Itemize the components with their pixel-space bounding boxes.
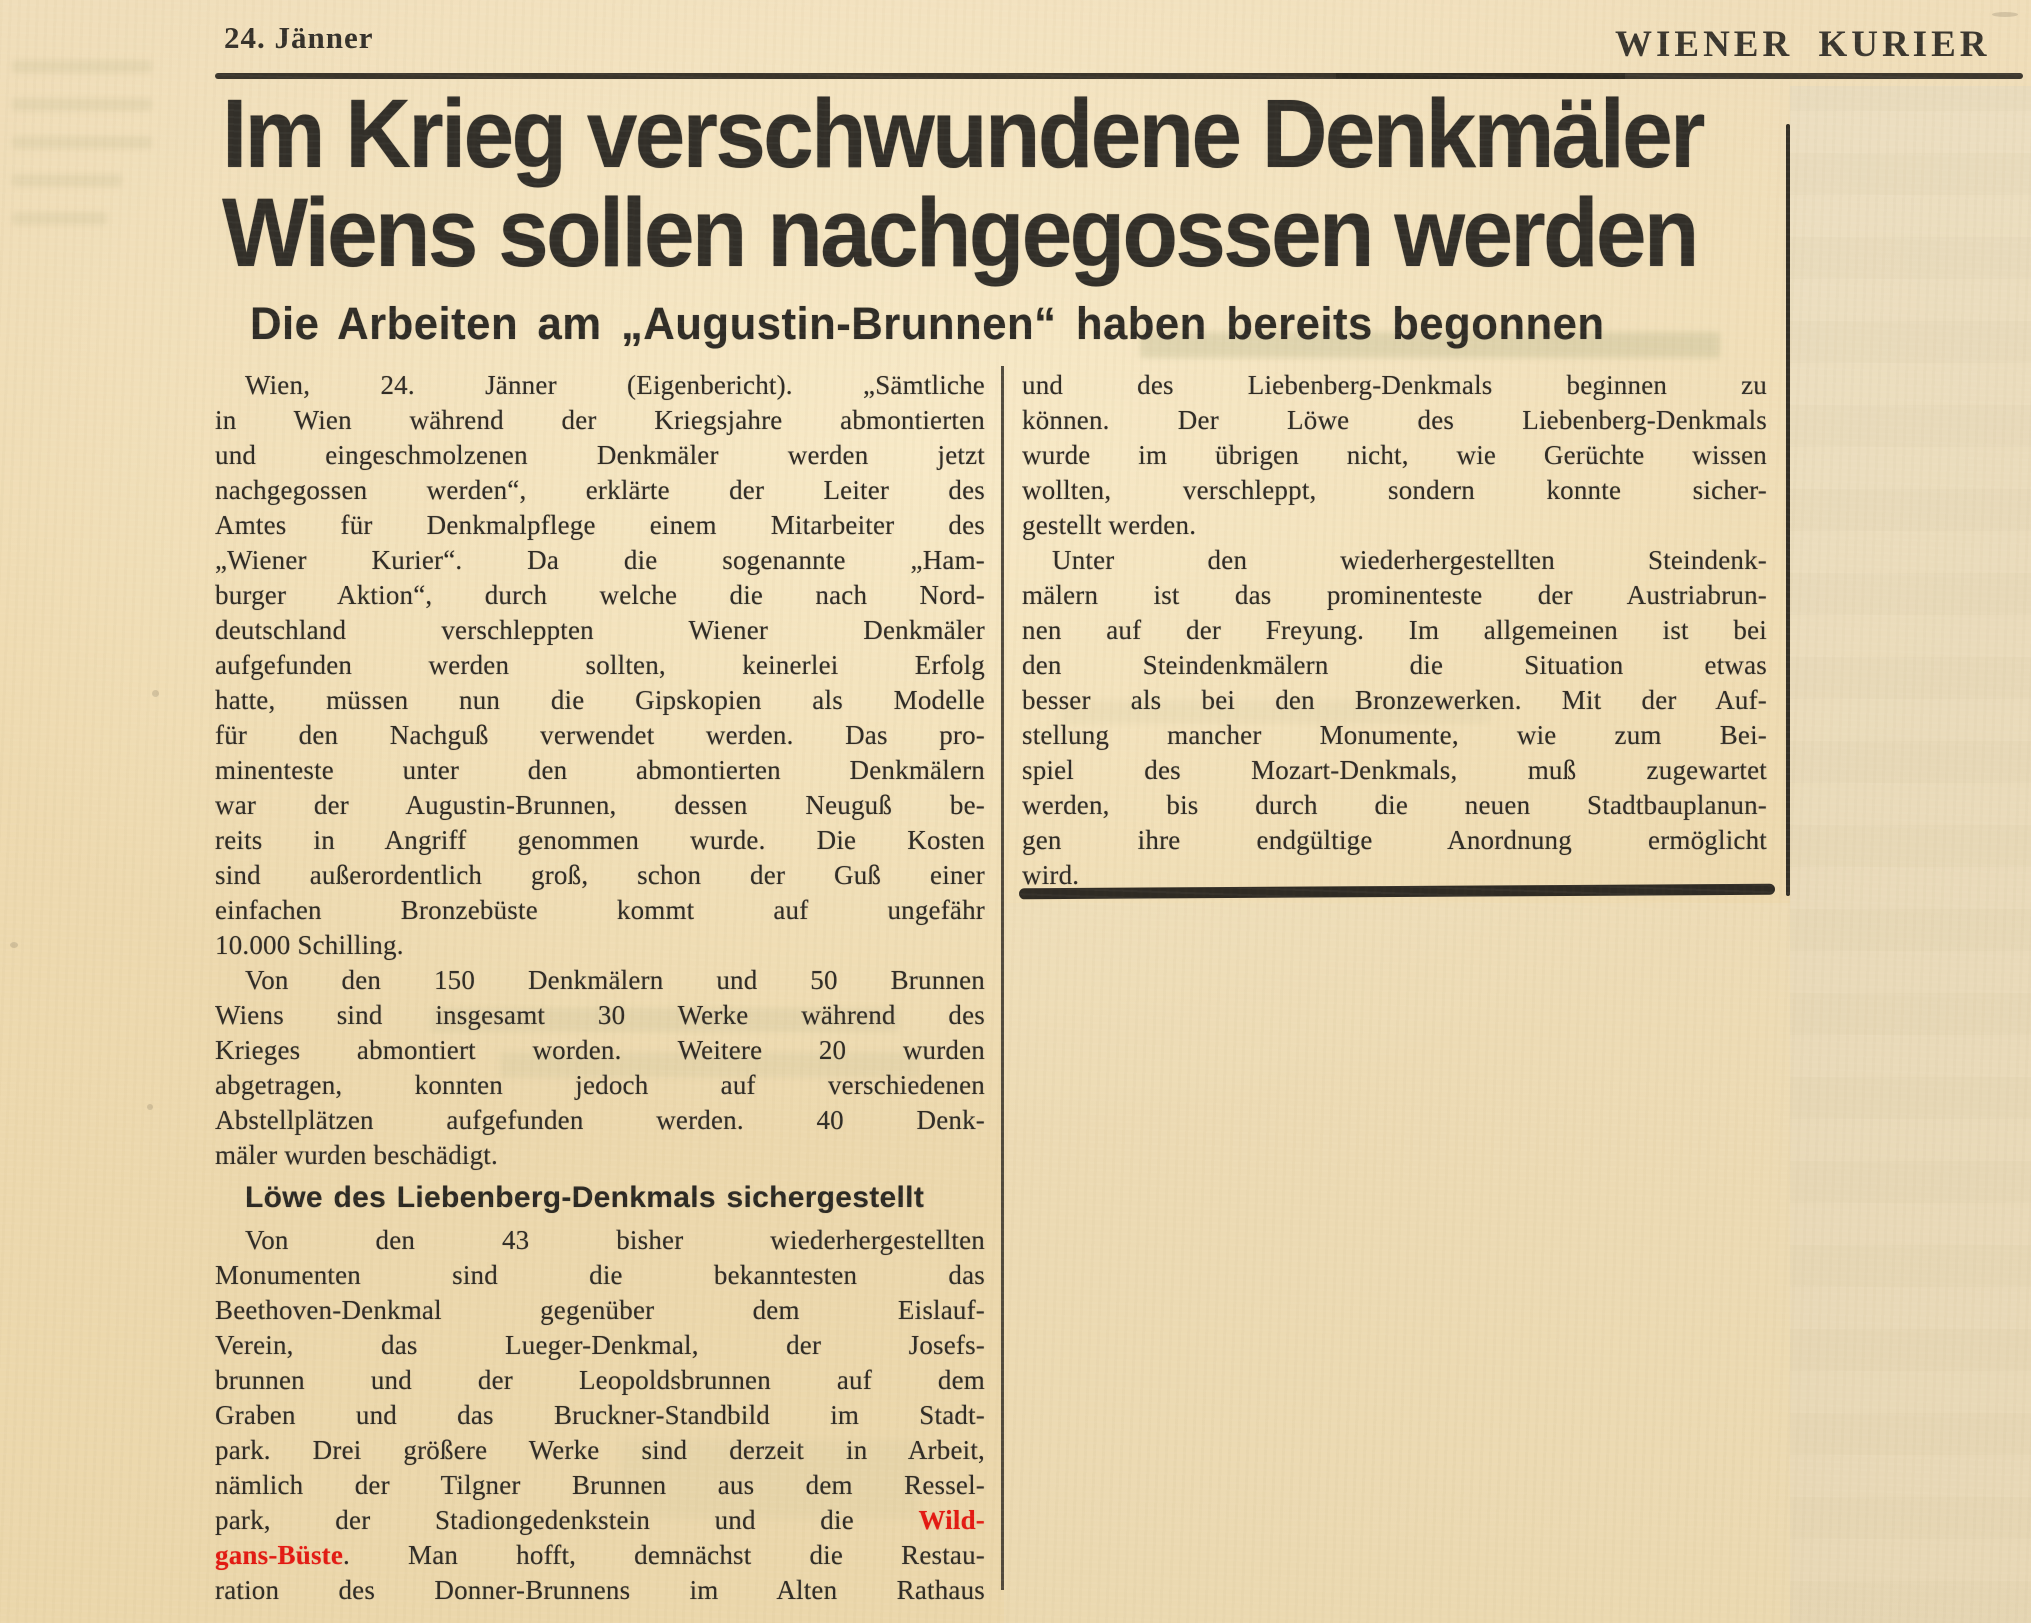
body-line: und eingeschmolzenen Denkmäler werden jetzt bbox=[215, 440, 985, 470]
body-line: Von den 150 Denkmälern und 50 Brunnen bbox=[245, 965, 985, 995]
body-line: Krieges abmontiert worden. Weitere 20 wurden bbox=[215, 1035, 985, 1065]
body-line: ration des Donner-Brunnens im Alten Rathaus bbox=[215, 1575, 985, 1605]
article-right-border-rule bbox=[1786, 124, 1790, 896]
bleed-through-ghost bbox=[12, 60, 152, 73]
body-line: 10.000 Schilling. bbox=[215, 930, 404, 960]
headline-line-2: Wiens sollen nachgegossen werden bbox=[222, 178, 1697, 287]
body-line bbox=[215, 1538, 985, 1573]
body-line: wollten, verschleppt, sondern konnte sicher- bbox=[1022, 475, 1767, 505]
scan-speck bbox=[152, 690, 159, 697]
article-headline bbox=[222, 79, 1703, 287]
body-line: spiel des Mozart-Denkmals, muß zugewartet bbox=[1022, 755, 1767, 785]
body-line: brunnen und der Leopoldsbrunnen auf dem bbox=[215, 1365, 985, 1395]
body-line: wird. bbox=[1022, 860, 1080, 890]
body-line: besser als bei den Bronzewerken. Mit der Auf- bbox=[1022, 685, 1767, 715]
bleed-through-ghost bbox=[12, 212, 107, 225]
body-line: Abstellplätzen aufgefunden werden. 40 Denk- bbox=[215, 1105, 985, 1135]
body-line: für den Nachguß verwendet werden. Das pro- bbox=[215, 720, 985, 750]
body-line: und des Liebenberg-Denkmals beginnen zu bbox=[1022, 370, 1767, 400]
newspaper-name: WIENER KURIER bbox=[1615, 24, 1991, 65]
crosshead: Löwe des Liebenberg-Denkmals sichergestellt bbox=[245, 1181, 925, 1214]
body-line: Graben und das Bruckner-Standbild im Stadt- bbox=[215, 1400, 985, 1430]
issue-date: 24. Jänner bbox=[224, 20, 374, 55]
body-line: Unter den wiederhergestellten Steindenk- bbox=[1052, 545, 1767, 575]
scan-speck bbox=[147, 1104, 153, 1110]
headline-line-1: Im Krieg verschwundene Denkmäler bbox=[222, 79, 1703, 188]
body-line: in Wien während der Kriegsjahre abmontierten bbox=[215, 405, 985, 435]
body-text: . Man hofft, demnächst die Restau- bbox=[343, 1540, 985, 1570]
body-line: gen ihre endgültige Anordnung ermöglicht bbox=[1022, 825, 1767, 855]
body-line: einfachen Bronzebüste kommt auf ungefähr bbox=[215, 895, 985, 925]
body-line bbox=[215, 1503, 985, 1538]
body-line: mäler wurden beschädigt. bbox=[215, 1140, 498, 1170]
body-line: Beethoven-Denkmal gegenüber dem Eislauf- bbox=[215, 1295, 985, 1325]
body-line: aufgefunden werden sollten, keinerlei Erfolg bbox=[215, 650, 985, 680]
body-line: deutschland verschleppten Wiener Denkmäler bbox=[215, 615, 985, 645]
body-line: nachgegossen werden“, erklärte der Leiter des bbox=[215, 475, 985, 505]
column-divider-rule bbox=[1001, 366, 1004, 1590]
body-line: den Steindenkmälern die Situation etwas bbox=[1022, 650, 1767, 680]
adjacent-blank-column bbox=[1790, 86, 2031, 1623]
highlight-red-text: gans-Büste bbox=[215, 1540, 344, 1570]
body-line: park. Drei größere Werke sind derzeit in Arbeit, bbox=[215, 1435, 985, 1465]
right-column bbox=[1022, 368, 1767, 893]
body-line: gestellt werden. bbox=[1022, 510, 1197, 540]
scan-speck bbox=[1992, 12, 2018, 17]
bleed-through-ghost bbox=[12, 136, 152, 149]
body-line: sind außerordentlich groß, schon der Guß einer bbox=[215, 860, 985, 890]
body-line: burger Aktion“, durch welche die nach Nord- bbox=[215, 580, 985, 610]
body-line: hatte, müssen nun die Gipskopien als Modelle bbox=[215, 685, 985, 715]
body-line: mälern ist das prominenteste der Austriabrun- bbox=[1022, 580, 1767, 610]
highlight-red-text: Wild- bbox=[918, 1505, 985, 1535]
body-line: „Wiener Kurier“. Da die sogenannte „Ham- bbox=[215, 545, 985, 575]
body-line: nämlich der Tilgner Brunnen aus dem Ressel- bbox=[215, 1470, 985, 1500]
body-line: minenteste unter den abmontierten Denkmälern bbox=[215, 755, 985, 785]
bleed-through-ghost bbox=[12, 98, 152, 111]
body-line: war der Augustin-Brunnen, dessen Neuguß be- bbox=[215, 790, 985, 820]
body-line: stellung mancher Monumente, wie zum Bei- bbox=[1022, 720, 1767, 750]
bleed-through-ghost bbox=[12, 174, 122, 187]
left-column bbox=[215, 368, 985, 1608]
blank-paper-below-article bbox=[1004, 903, 1790, 1623]
body-line: abgetragen, konnten jedoch auf verschiedenen bbox=[215, 1070, 985, 1100]
body-line: Von den 43 bisher wiederhergestellten bbox=[245, 1225, 985, 1255]
article-subheadline: Die Arbeiten am „Augustin-Brunnen“ haben bereits begonnen bbox=[250, 298, 1605, 349]
scan-speck bbox=[10, 942, 18, 948]
body-line: Monumenten sind die bekanntesten das bbox=[215, 1260, 985, 1290]
body-text: park, der Stadiongedenkstein und die bbox=[215, 1505, 919, 1535]
body-line: wurde im übrigen nicht, wie Gerüchte wissen bbox=[1022, 440, 1767, 470]
body-line: Amtes für Denkmalpflege einem Mitarbeiter des bbox=[215, 510, 985, 540]
body-line: Verein, das Lueger-Denkmal, der Josefs- bbox=[215, 1330, 985, 1360]
body-line: reits in Angriff genommen wurde. Die Kosten bbox=[215, 825, 985, 855]
body-line: werden, bis durch die neuen Stadtbauplanun- bbox=[1022, 790, 1767, 820]
body-line: Wiens sind insgesamt 30 Werke während des bbox=[215, 1000, 985, 1030]
body-line: nen auf der Freyung. Im allgemeinen ist bei bbox=[1022, 615, 1767, 645]
body-line: können. Der Löwe des Liebenberg-Denkmals bbox=[1022, 405, 1767, 435]
body-line: Wien, 24. Jänner (Eigenbericht). „Sämtliche bbox=[245, 370, 985, 400]
